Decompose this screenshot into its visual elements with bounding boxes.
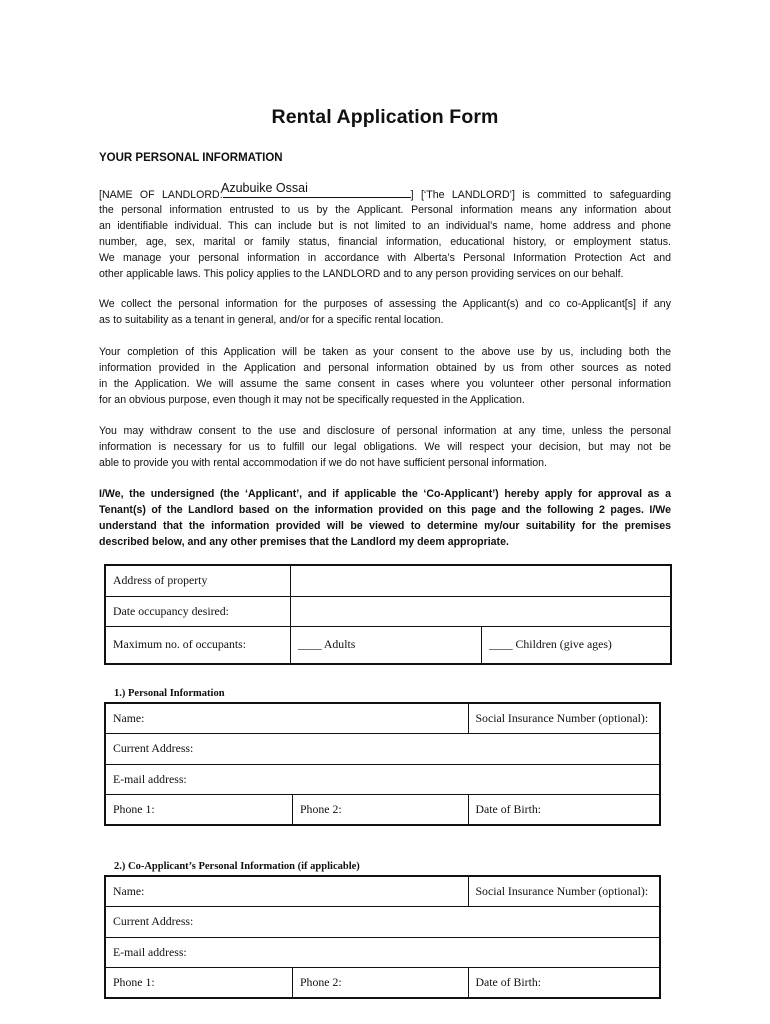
date-occupancy-label: Date occupancy desired: (105, 596, 291, 626)
max-occupants-label: Maximum no. of occupants: (105, 626, 291, 664)
text-line: the personal information entrusted to us by the Applicant. Personal information means any information about (99, 204, 671, 216)
text-line: understand that the information provided will be viewed to determine my/our suitability for the premises (99, 520, 671, 532)
text-line: We manage your personal information in accordance with Alberta’s Personal Information Protection Act and (99, 252, 671, 264)
text-line: We collect the personal information for the purposes of assessing the Applicant(s) and co co-Applicant[s] if any (99, 298, 671, 310)
address-of-property-field[interactable] (291, 565, 672, 596)
email-field[interactable]: E-mail address: (105, 764, 660, 794)
text-line: for an obvious purpose, even though it may not be specifically requested in the Application. (99, 394, 525, 406)
co-email-field[interactable]: E-mail address: (105, 937, 660, 967)
co-phone2-field[interactable]: Phone 2: (293, 967, 469, 998)
text-line: able to provide you with rental accommodation if we do not have sufficient personal information. (99, 457, 547, 469)
text-line: an identifiable individual. This can include but is not limited to an individual’s name, home address and phone (99, 220, 671, 232)
phone1-field[interactable]: Phone 1: (105, 794, 293, 825)
paragraph-collection (99, 296, 671, 328)
personal-info-table (104, 702, 661, 826)
co-phone1-field[interactable]: Phone 1: (105, 967, 293, 998)
paragraph-declaration (99, 486, 671, 550)
text-line: number, age, sex, marital or family status, financial information, educational history, or employment status. (99, 236, 671, 248)
text-line: You may withdraw consent to the use and disclosure of personal information at any time, unless the personal (99, 425, 671, 437)
text-line: information is necessary for us to fulfill our legal obligations. We will respect your decision, but may not be (99, 441, 671, 453)
coapplicant-info-table (104, 875, 661, 999)
co-sin-field[interactable]: Social Insurance Number (optional): (468, 876, 660, 906)
adults-field[interactable]: ____ Adults (291, 626, 482, 664)
property-table (104, 564, 672, 665)
date-occupancy-field[interactable] (291, 596, 672, 626)
text-line: as to suitability as a tenant in general, and/or for a specific rental location. (99, 314, 444, 326)
text-line: Tenant(s) of the Landlord based on the information provided on this page and the following 2 pages. I/We (99, 504, 671, 516)
text-line: other applicable laws. This policy applies to the LANDLORD and to any person providing services on our behalf. (99, 268, 624, 280)
personal-info-heading: 1.) Personal Information (114, 688, 225, 699)
text-line: Your completion of this Application will be taken as your consent to the above use by us, including both the (99, 346, 671, 358)
landlord-prefix: [NAME OF LANDLORD: (99, 189, 223, 201)
paragraph-consent (99, 344, 671, 408)
paragraph-withdraw (99, 423, 671, 471)
sin-field[interactable]: Social Insurance Number (optional): (468, 703, 660, 733)
co-name-field[interactable]: Name: (105, 876, 468, 906)
address-of-property-label: Address of property (105, 565, 291, 596)
form-title: Rental Application Form (271, 106, 499, 128)
paragraph-privacy (99, 202, 671, 282)
name-field[interactable]: Name: (105, 703, 468, 733)
landlord-name-field[interactable]: Azubuike Ossai (221, 181, 308, 195)
phone2-field[interactable]: Phone 2: (293, 794, 469, 825)
coapplicant-info-heading: 2.) Co-Applicant’s Personal Information (if applicable) (114, 861, 360, 872)
current-address-field[interactable]: Current Address: (105, 733, 660, 764)
co-current-address-field[interactable]: Current Address: (105, 906, 660, 937)
text-line: in the Application. We will assume the same consent in cases where you volunteer other personal information (99, 378, 671, 390)
co-dob-field[interactable]: Date of Birth: (468, 967, 660, 998)
landlord-suffix: ] [‘The LANDLORD’] is committed to safeguarding (410, 189, 671, 201)
landlord-line (99, 186, 671, 203)
dob-field[interactable]: Date of Birth: (468, 794, 660, 825)
text-line: I/We, the undersigned (the ‘Applicant’, and if applicable the ‘Co-Applicant’) hereby apply for approval as a (99, 488, 671, 500)
children-field[interactable]: ____ Children (give ages) (482, 626, 672, 664)
text-line: described below, and any other premises that the Landlord my deem appropriate. (99, 536, 509, 548)
text-line: information provided in the Application and personal information obtained by us from other sources as noted (99, 362, 671, 374)
section-heading: YOUR PERSONAL INFORMATION (99, 152, 283, 164)
